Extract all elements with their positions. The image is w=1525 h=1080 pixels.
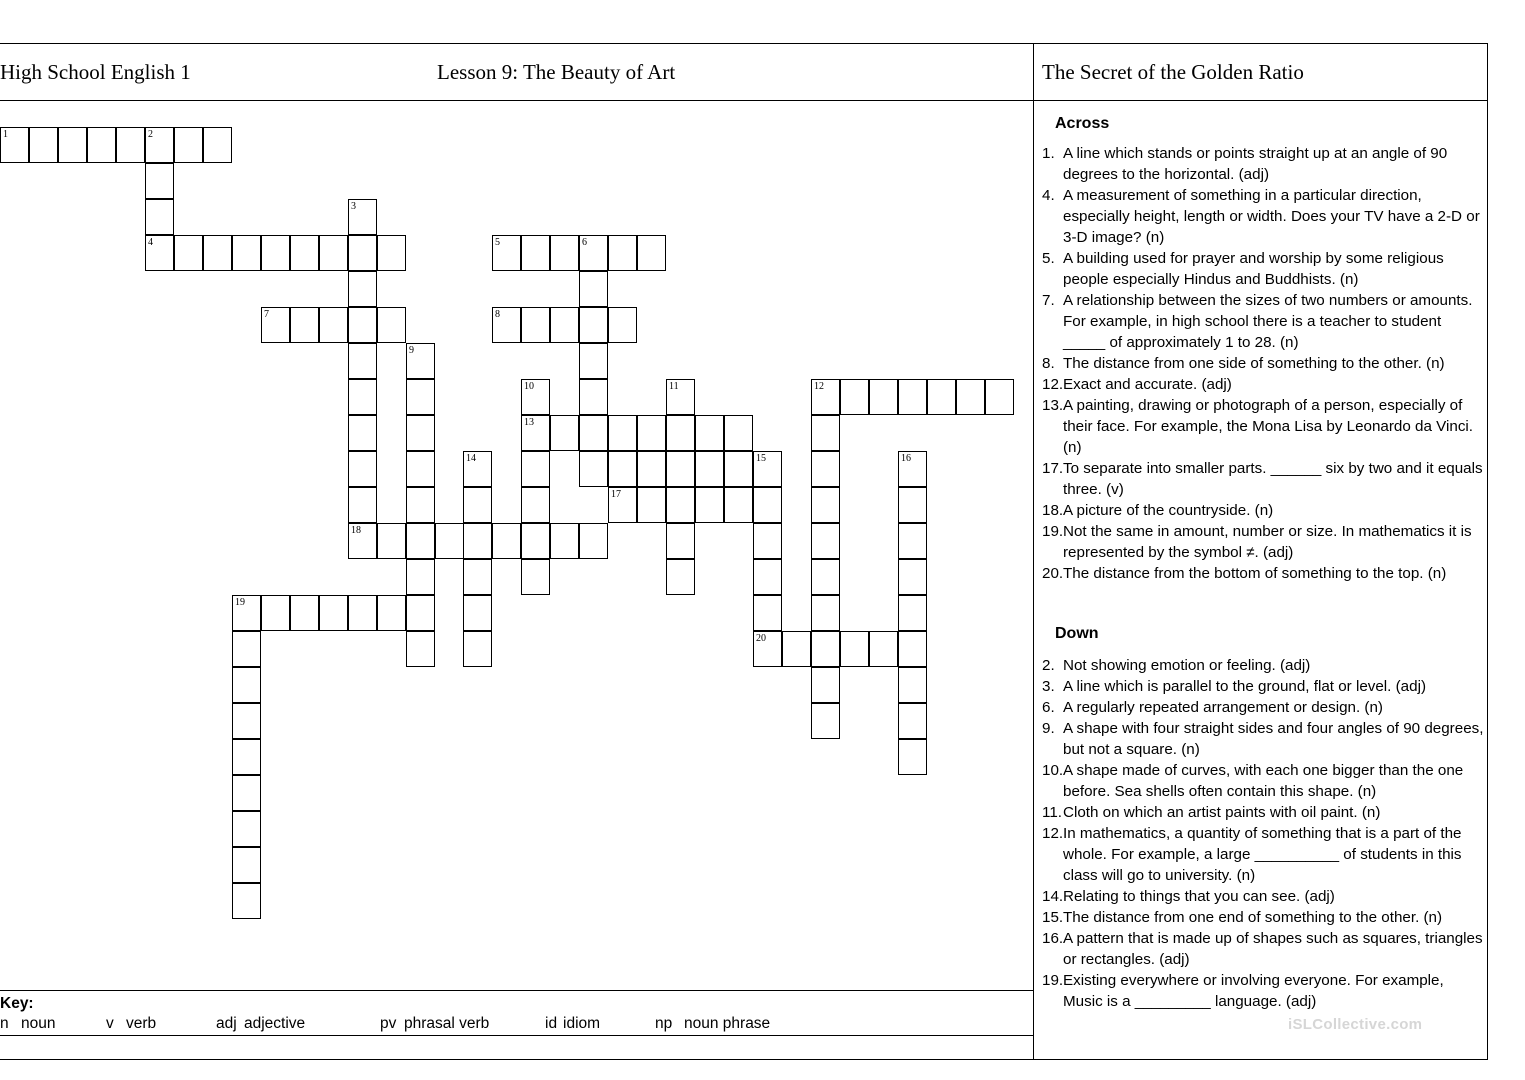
clue-num: 3.: [1042, 678, 1055, 695]
clue-num: 4.: [1042, 187, 1055, 204]
grid-cell[interactable]: [463, 523, 492, 559]
grid-cell[interactable]: [579, 343, 608, 379]
clue-number: 9: [409, 345, 414, 356]
clue-num: 12.: [1042, 376, 1064, 393]
clue-number: 1: [3, 129, 8, 140]
course-title: High School English 1: [0, 60, 191, 84]
grid-cell[interactable]: [232, 235, 261, 271]
grid-cell[interactable]: [898, 739, 927, 775]
clue-text: A painting, drawing or photograph of a person, especially of their face. For example, the Mona Lisa by Leonardo da Vinci. (n): [1063, 397, 1474, 456]
grid-cell[interactable]: [348, 595, 377, 631]
grid-cell[interactable]: [753, 451, 782, 487]
clue-num: 5.: [1042, 250, 1055, 267]
grid-cell[interactable]: [232, 883, 261, 919]
clue-number: 20: [756, 633, 766, 644]
clue-text: Relating to things that you can see. (adj): [1063, 888, 1335, 905]
grid-cell[interactable]: [550, 415, 579, 451]
clue-number: 18: [351, 525, 361, 536]
clue-item: [1042, 907, 1487, 928]
grid-cell[interactable]: [985, 379, 1014, 415]
grid-cell[interactable]: [87, 127, 116, 163]
grid-cell[interactable]: [608, 415, 637, 451]
grid-cell[interactable]: [608, 451, 637, 487]
clue-num: 14.: [1042, 888, 1064, 905]
clue-num: 20.: [1042, 565, 1064, 582]
grid-cell[interactable]: [898, 559, 927, 595]
clue-text: A shape made of curves, with each one bigger than the one before. Sea shells often contain this shape. (n): [1063, 762, 1464, 800]
key-section: [0, 995, 771, 1032]
key-label: noun: [21, 1015, 56, 1032]
grid-cell[interactable]: [869, 631, 898, 667]
grid-cell[interactable]: [579, 235, 608, 271]
clue-item: [1042, 697, 1487, 718]
key-label: adjective: [244, 1015, 306, 1032]
grid-cell[interactable]: [348, 307, 377, 343]
clue-number: 17: [611, 489, 621, 500]
grid-cell[interactable]: [290, 235, 319, 271]
grid-cell[interactable]: [956, 379, 985, 415]
clue-text: A regularly repeated arrangement or design. (n): [1063, 699, 1383, 716]
clue-text: A measurement of something in a particular direction, especially height, length or width. Does your TV have a 2-D or 3-D image? (n): [1063, 187, 1480, 246]
clue-item: [1042, 802, 1487, 823]
grid-cell[interactable]: [174, 127, 203, 163]
grid-cell[interactable]: [348, 379, 377, 415]
frame-bottom-line: [0, 1059, 1488, 1060]
grid-cell[interactable]: [666, 379, 695, 415]
grid-cell[interactable]: [232, 667, 261, 703]
grid-cell[interactable]: [348, 235, 377, 271]
grid-cell[interactable]: [348, 343, 377, 379]
grid-cell[interactable]: [463, 487, 492, 523]
down-heading: Down: [1055, 625, 1099, 642]
grid-cell[interactable]: [521, 307, 550, 343]
grid-cell[interactable]: [579, 379, 608, 415]
clue-number: 13: [524, 417, 534, 428]
grid-cell[interactable]: [406, 343, 435, 379]
grid-cell[interactable]: [492, 523, 521, 559]
clue-number: 16: [901, 453, 911, 464]
clue-number: 12: [814, 381, 824, 392]
grid-cell[interactable]: [348, 451, 377, 487]
key-abbr: v: [106, 1015, 114, 1032]
clue-item: [1042, 718, 1487, 760]
grid-cell[interactable]: [840, 379, 869, 415]
clue-num: 19.: [1042, 972, 1064, 989]
clue-number: 2: [148, 129, 153, 140]
grid-cell[interactable]: [898, 667, 927, 703]
grid-cell[interactable]: [232, 631, 261, 667]
grid-cell[interactable]: [463, 631, 492, 667]
grid-cell[interactable]: [261, 595, 290, 631]
clue-item: [1042, 886, 1487, 907]
key-bottom-line: [0, 1035, 1033, 1036]
clue-item: [1042, 970, 1487, 1012]
clue-item: [1042, 353, 1487, 374]
key-abbr: pv: [380, 1015, 397, 1032]
grid-cell[interactable]: [319, 307, 348, 343]
grid-cell[interactable]: [608, 487, 637, 523]
grid-cell[interactable]: [290, 307, 319, 343]
clue-text: A line which is parallel to the ground, flat or level. (adj): [1063, 678, 1427, 695]
grid-cell[interactable]: [435, 523, 464, 559]
across-list: [1042, 143, 1487, 584]
grid-cell[interactable]: [145, 199, 174, 235]
down-section: [1042, 624, 1487, 1012]
clue-num: 10.: [1042, 762, 1064, 779]
worksheet-title: The Secret of the Golden Ratio: [1042, 60, 1304, 84]
clue-text: To separate into smaller parts. ______ six by two and it equals three. (v): [1063, 460, 1483, 498]
clue-num: 11.: [1042, 804, 1062, 821]
grid-cell[interactable]: [203, 235, 232, 271]
grid-cell[interactable]: [232, 739, 261, 775]
clue-text: Existing everywhere or involving everyone. For example, Music is a _________ language. (adj): [1063, 972, 1444, 1010]
grid-cell[interactable]: [348, 199, 377, 235]
grid-cell[interactable]: [811, 451, 840, 487]
grid-cell[interactable]: [377, 523, 406, 559]
grid-cell[interactable]: [463, 559, 492, 595]
grid-cell[interactable]: [463, 451, 492, 487]
clue-text: A line which stands or points straight up at an angle of 90 degrees to the horizontal. (adj): [1063, 145, 1448, 183]
grid-cell[interactable]: [579, 271, 608, 307]
clue-num: 6.: [1042, 699, 1055, 716]
column-divider: [1033, 43, 1034, 1060]
grid-cell[interactable]: [319, 235, 348, 271]
grid-cell[interactable]: [579, 415, 608, 451]
clue-text: Not the same in amount, number or size. In mathematics it is represented by the symbol ≠. (adj): [1063, 523, 1472, 561]
clue-text: A building used for prayer and worship by some religious people especially Hindus and Buddhists. (n): [1063, 250, 1444, 288]
clue-item: [1042, 655, 1487, 676]
clue-text: Not showing emotion or feeling. (adj): [1063, 657, 1311, 674]
grid-cell[interactable]: [579, 307, 608, 343]
grid-cell[interactable]: [232, 595, 261, 631]
clue-number: 15: [756, 453, 766, 464]
key-label: verb: [126, 1015, 157, 1032]
clue-item: [1042, 928, 1487, 970]
clue-number: 19: [235, 597, 245, 608]
grid-cell[interactable]: [637, 451, 666, 487]
grid-cell[interactable]: [203, 127, 232, 163]
grid-cell[interactable]: [695, 415, 724, 451]
grid-cell[interactable]: [145, 127, 174, 163]
grid-cell[interactable]: [406, 523, 435, 559]
clue-num: 9.: [1042, 720, 1055, 737]
clue-item: [1042, 395, 1487, 458]
grid-cell[interactable]: [377, 307, 406, 343]
grid-cell[interactable]: [666, 415, 695, 451]
clue-num: 7.: [1042, 292, 1055, 309]
grid-cell[interactable]: [29, 127, 58, 163]
grid-cell[interactable]: [348, 271, 377, 307]
key-label: phrasal verb: [404, 1015, 490, 1032]
clue-num: 15.: [1042, 909, 1064, 926]
grid-cell[interactable]: [521, 487, 550, 523]
grid-cell[interactable]: [521, 415, 550, 451]
clue-number: 6: [582, 237, 587, 248]
grid-cell[interactable]: [261, 307, 290, 343]
grid-cell[interactable]: [145, 235, 174, 271]
grid-cell[interactable]: [811, 703, 840, 739]
clue-item: [1042, 374, 1487, 395]
grid-cell[interactable]: [666, 559, 695, 595]
key-abbr: id: [545, 1015, 558, 1032]
clue-text: Cloth on which an artist paints with oil paint. (n): [1063, 804, 1381, 821]
grid-cell[interactable]: [550, 235, 579, 271]
grid-cell[interactable]: [637, 487, 666, 523]
grid-cell[interactable]: [406, 379, 435, 415]
key-abbr: np: [655, 1015, 673, 1032]
across-heading: Across: [1055, 115, 1110, 132]
clue-num: 19.: [1042, 523, 1064, 540]
clue-item: [1042, 185, 1487, 248]
watermark-logo: iSLCollective.com: [1288, 1016, 1423, 1033]
clue-num: 8.: [1042, 355, 1055, 372]
grid-cell[interactable]: [174, 235, 203, 271]
grid-cell[interactable]: [724, 415, 753, 451]
key-label: idiom: [563, 1015, 601, 1032]
clue-item: [1042, 521, 1487, 563]
grid-cell[interactable]: [608, 235, 637, 271]
grid-cell[interactable]: [898, 631, 927, 667]
grid-cell[interactable]: [811, 631, 840, 667]
grid-cell[interactable]: [463, 595, 492, 631]
grid-cell[interactable]: [492, 235, 521, 271]
clue-text: The distance from the bottom of something to the top. (n): [1063, 565, 1447, 582]
grid-cell[interactable]: [695, 487, 724, 523]
clue-number: 7: [264, 309, 269, 320]
grid-cell[interactable]: [406, 595, 435, 631]
grid-cell[interactable]: [406, 451, 435, 487]
grid-cell[interactable]: [811, 415, 840, 451]
grid-cell[interactable]: [637, 415, 666, 451]
clue-item: [1042, 143, 1487, 185]
grid-cell[interactable]: [898, 595, 927, 631]
clue-text: In mathematics, a quantity of something that is a part of the whole. For example, a large __________ of students in this class will go to university. (n): [1063, 825, 1462, 884]
grid-cell[interactable]: [724, 487, 753, 523]
grid-cell[interactable]: [521, 559, 550, 595]
clue-text: A pattern that is made up of shapes such as squares, triangles or rectangles. (adj): [1063, 930, 1483, 968]
clue-number: 10: [524, 381, 534, 392]
grid-cell[interactable]: [637, 235, 666, 271]
clue-item: [1042, 563, 1487, 584]
grid-cell[interactable]: [811, 379, 840, 415]
grid-cell[interactable]: [753, 523, 782, 559]
grid-cell[interactable]: [869, 379, 898, 415]
clue-text: A shape with four straight sides and four angles of 90 degrees, but not a square. (n): [1063, 720, 1484, 758]
grid-cell[interactable]: [406, 415, 435, 451]
grid-cell[interactable]: [521, 523, 550, 559]
grid-cell[interactable]: [811, 667, 840, 703]
grid-cell[interactable]: [232, 811, 261, 847]
grid-cell[interactable]: [521, 451, 550, 487]
grid-cell[interactable]: [666, 523, 695, 559]
clue-num: 12.: [1042, 825, 1064, 842]
lesson-title: Lesson 9: The Beauty of Art: [437, 60, 676, 84]
clue-text: The distance from one end of something to the other. (n): [1063, 909, 1443, 926]
grid-cell[interactable]: [811, 559, 840, 595]
grid-cell[interactable]: [898, 523, 927, 559]
grid-cell[interactable]: [377, 595, 406, 631]
clues-panel: [1042, 114, 1487, 1010]
grid-cell[interactable]: [840, 631, 869, 667]
clue-item: [1042, 248, 1487, 290]
grid-cell[interactable]: [724, 451, 753, 487]
grid-cell[interactable]: [898, 703, 927, 739]
grid-cell[interactable]: [145, 163, 174, 199]
grid-cell[interactable]: [521, 379, 550, 415]
clue-number: 5: [495, 237, 500, 248]
grid-cell[interactable]: [550, 307, 579, 343]
clue-num: 2.: [1042, 657, 1055, 674]
grid-cell[interactable]: [579, 451, 608, 487]
grid-cell[interactable]: [116, 127, 145, 163]
grid-cell[interactable]: [753, 595, 782, 631]
grid-cell[interactable]: [232, 847, 261, 883]
grid-cell[interactable]: [232, 703, 261, 739]
grid-cell[interactable]: [666, 451, 695, 487]
clue-num: 17.: [1042, 460, 1064, 477]
grid-cell[interactable]: [0, 127, 29, 163]
clue-text: The distance from one side of something to the other. (n): [1063, 355, 1445, 372]
grid-cell[interactable]: [898, 379, 927, 415]
clue-text: A relationship between the sizes of two numbers or amounts. For example, in high school there is a teacher to student _____ of approximately 1 to 28. (n): [1063, 292, 1473, 351]
clue-number: 3: [351, 201, 356, 212]
grid-cell[interactable]: [898, 487, 927, 523]
clue-item: [1042, 458, 1487, 500]
clue-item: [1042, 760, 1487, 802]
grid-cell[interactable]: [377, 235, 406, 271]
clue-number: 11: [669, 381, 679, 392]
clue-num: 16.: [1042, 930, 1064, 947]
grid-cell[interactable]: [58, 127, 87, 163]
grid-cell[interactable]: [753, 487, 782, 523]
grid-cell[interactable]: [348, 487, 377, 523]
grid-cell[interactable]: [811, 523, 840, 559]
frame-right-line: [1487, 43, 1488, 1060]
grid-cell[interactable]: [521, 235, 550, 271]
grid-cell[interactable]: [579, 523, 608, 559]
grid-cell[interactable]: [898, 451, 927, 487]
grid-cell[interactable]: [811, 595, 840, 631]
clue-num: 18.: [1042, 502, 1064, 519]
grid-cell[interactable]: [406, 487, 435, 523]
clue-number: 14: [466, 453, 476, 464]
clue-item: [1042, 290, 1487, 353]
grid-cell[interactable]: [348, 415, 377, 451]
grid-cell[interactable]: [550, 523, 579, 559]
clue-item: [1042, 823, 1487, 886]
grid-cell[interactable]: [753, 559, 782, 595]
key-abbr: adj: [216, 1015, 237, 1032]
grid-cell[interactable]: [261, 235, 290, 271]
grid-cell[interactable]: [782, 631, 811, 667]
clue-number: 8: [495, 309, 500, 320]
grid-cell[interactable]: [753, 631, 782, 667]
grid-cell[interactable]: [608, 307, 637, 343]
clue-item: [1042, 676, 1487, 697]
clue-num: 1.: [1042, 145, 1055, 162]
clue-text: Exact and accurate. (adj): [1063, 376, 1232, 393]
grid-cell[interactable]: [927, 379, 956, 415]
grid-cell[interactable]: [492, 307, 521, 343]
grid-cell[interactable]: [290, 595, 319, 631]
grid-cell[interactable]: [811, 487, 840, 523]
grid-cell[interactable]: [319, 595, 348, 631]
key-title: Key:: [0, 995, 34, 1012]
clue-item: [1042, 500, 1487, 521]
key-label: noun phrase: [684, 1015, 771, 1032]
clue-number: 4: [148, 237, 153, 248]
grid-cell[interactable]: [406, 631, 435, 667]
grid-cell[interactable]: [348, 523, 377, 559]
clue-num: 13.: [1042, 397, 1064, 414]
key-abbr: n: [0, 1015, 9, 1032]
grid-cell[interactable]: [695, 451, 724, 487]
grid-cell[interactable]: [232, 775, 261, 811]
down-list: [1042, 655, 1487, 1012]
key-top-line: [0, 990, 1033, 991]
grid-cell[interactable]: [406, 559, 435, 595]
grid-cell[interactable]: [666, 487, 695, 523]
clue-text: A picture of the countryside. (n): [1063, 502, 1274, 519]
